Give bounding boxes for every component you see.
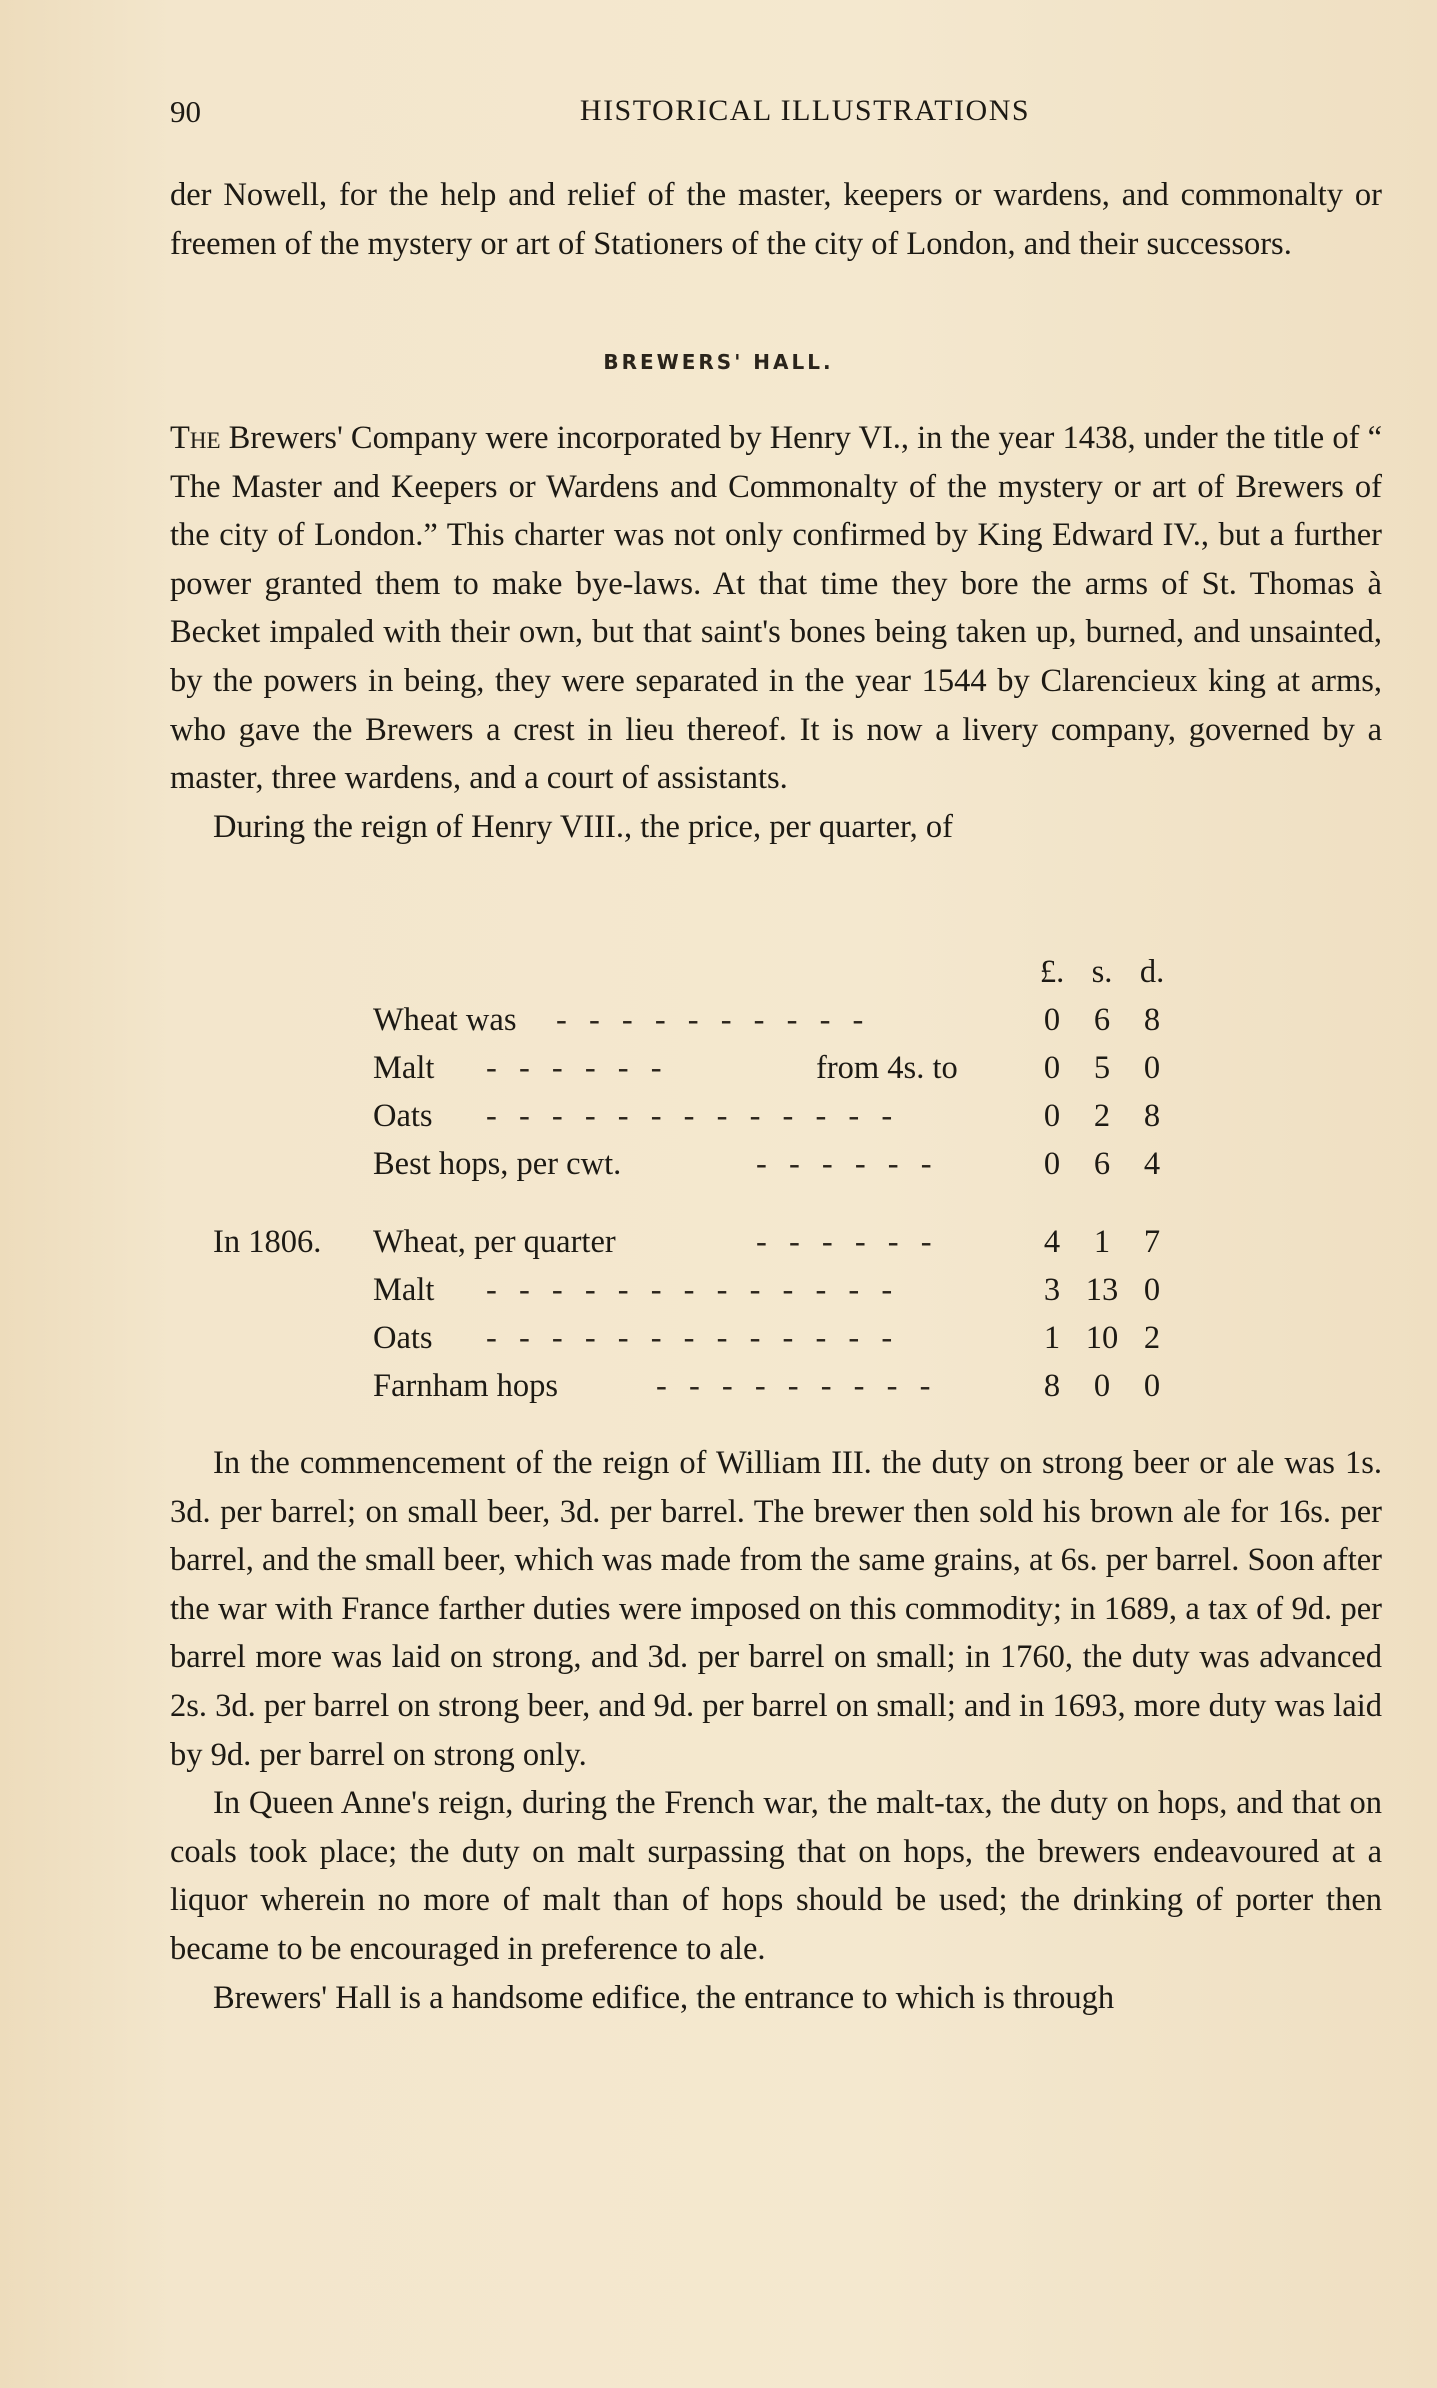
currency-header-row — [170, 948, 1382, 996]
pence-header: d. — [1139, 954, 1165, 990]
shillings-value: 1 — [1093, 1224, 1111, 1260]
leader-dashes: - - - - - - — [756, 1146, 939, 1182]
shillings-value: 2 — [1093, 1098, 1111, 1134]
table-row — [170, 1314, 1382, 1362]
leader-dashes: - - - - - - - - - - — [556, 1002, 871, 1038]
intro-lead-word: The — [170, 420, 221, 456]
paragraph-duties: In the commencement of the reign of William III. the duty on strong beer or ale was 1s. 3d. per barrel; on small beer, 3d. per barrel. The brewer then sold his brown ale for 16s. per barrel, and the small beer, which was made from the same grains, at 6s. per barrel. Soon after the war with France farther duties were imposed on this commodity; in 1689, a tax of 9d. per barrel more was laid on strong, and 3d. per barrel on small; in 1760, the duty was advanced 2s. 3d. per barrel on strong beer, and 9d. per barrel on small; and in 1693, more duty was laid by 9d. per barrel on strong only. — [170, 1445, 1382, 1773]
section-heading: BREWERS' HALL. — [603, 350, 834, 374]
pence-value: 0 — [1143, 1272, 1161, 1308]
paragraph-brewers-hall: Brewers' Hall is a handsome edifice, the entrance to which is through — [213, 1979, 1115, 2016]
shillings-value: 10 — [1085, 1320, 1119, 1356]
table-item: Best hops, per cwt. — [373, 1146, 622, 1182]
paragraph-queen-anne: In Queen Anne's reign, during the French war, the malt-tax, the duty on hops, and that on coals took place; the duty on malt surpassing that on hops, the brewers endeavoured at a liquor wherein no more of malt than of hops should be used; the drinking of porter then became to be encouraged in preference to ale. — [170, 1785, 1382, 1967]
shillings-value: 5 — [1093, 1050, 1111, 1086]
pence-value: 8 — [1143, 1098, 1161, 1134]
table-item: Wheat, per quarter — [373, 1224, 616, 1260]
intro-text: Brewers' Company were incorporated by Henry VI., in the year 1438, under the title of “ The Master and Keepers or Wardens and Commonalty of the mystery or art of Brewers of the city of London.” This charter was not only confirmed by King Edward IV., but a further power granted them to make bye-laws. At that time they bore the arms of St. Thomas à Becket impaled with their own, but that saint's bones being taken up, burned, and unsainted, by the powers in being, they were separated in the year 1544 by Clarencieux king at arms, who gave the Brewers a crest in lieu thereof. It is now a livery company, governed by a master, three wardens, and a court of assistants. — [170, 420, 1382, 797]
leader-dashes: - - - - - - - - - — [656, 1368, 938, 1404]
pounds-header: £. — [1039, 954, 1065, 990]
shillings-header: s. — [1091, 954, 1113, 990]
table-item: Wheat was — [373, 1002, 517, 1038]
pounds-value: 0 — [1043, 1002, 1061, 1038]
pence-value: 8 — [1143, 1002, 1161, 1038]
pounds-value: 3 — [1043, 1272, 1061, 1308]
year-label: In 1806. — [213, 1224, 322, 1260]
pence-value: 7 — [1143, 1224, 1161, 1260]
table-row — [170, 1266, 1382, 1314]
shillings-value: 6 — [1093, 1002, 1111, 1038]
pence-value: 0 — [1143, 1050, 1161, 1086]
table-row — [170, 1140, 1382, 1188]
leader-dashes: - - - - - - - - - - - - - — [486, 1320, 900, 1356]
pounds-value: 1 — [1043, 1320, 1061, 1356]
body-text-block — [170, 1439, 1382, 2022]
table-row — [170, 1362, 1382, 1410]
table-item: Malt — [373, 1050, 435, 1086]
intro-paragraph — [170, 414, 1382, 803]
page-number: 90 — [170, 94, 201, 129]
table-row — [170, 1092, 1382, 1140]
shillings-value: 0 — [1093, 1368, 1111, 1404]
table-item: Malt — [373, 1272, 435, 1308]
running-title: HISTORICAL ILLUSTRATIONS — [579, 94, 1031, 127]
leader-dashes: - - - - - - — [486, 1050, 669, 1086]
table-item: Farnham hops — [373, 1368, 559, 1404]
pounds-value: 4 — [1043, 1224, 1061, 1260]
shillings-value: 6 — [1093, 1146, 1111, 1182]
page-header — [170, 94, 1380, 144]
pounds-value: 8 — [1043, 1368, 1061, 1404]
price-intro: During the reign of Henry VIII., the price, per quarter, of — [213, 808, 953, 845]
shillings-value: 13 — [1085, 1272, 1119, 1308]
price-range-note: from 4s. to — [816, 1050, 958, 1086]
table-item: Oats — [373, 1098, 433, 1134]
intro-block — [170, 414, 1382, 851]
leader-dashes: - - - - - - - - - - - - - — [486, 1098, 900, 1134]
pence-value: 4 — [1143, 1146, 1161, 1182]
pounds-value: 0 — [1043, 1098, 1061, 1134]
table-row — [170, 1218, 1382, 1266]
opening-paragraph-block — [170, 171, 1382, 268]
pence-value: 2 — [1143, 1320, 1161, 1356]
leader-dashes: - - - - - - - - - - - - - — [486, 1272, 900, 1308]
pounds-value: 0 — [1043, 1050, 1061, 1086]
table-item: Oats — [373, 1320, 433, 1356]
table-row — [170, 1044, 1382, 1092]
opening-paragraph: der Nowell, for the help and relief of the master, keepers or wardens, and commonalty or freemen of the mystery or art of Stationers of the city of London, and their successors. — [170, 177, 1382, 262]
table-row — [170, 996, 1382, 1044]
leader-dashes: - - - - - - — [756, 1224, 939, 1260]
pounds-value: 0 — [1043, 1146, 1061, 1182]
pence-value: 0 — [1143, 1368, 1161, 1404]
